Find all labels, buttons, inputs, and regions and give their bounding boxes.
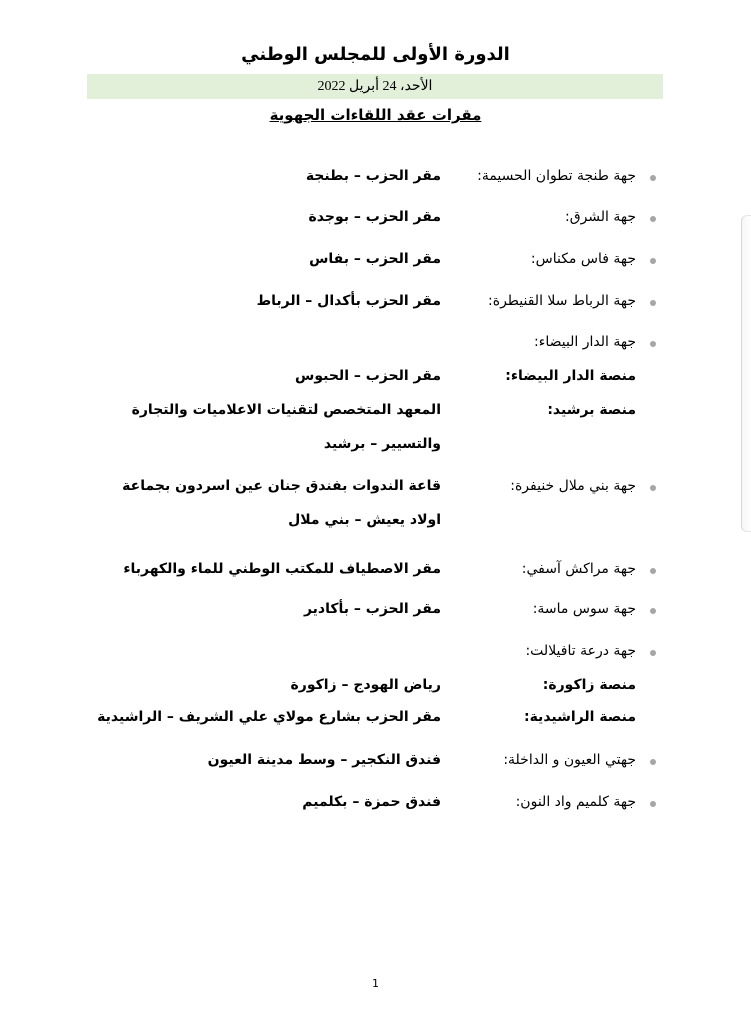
page-edge-shadow xyxy=(741,215,751,532)
region-name: جهة سوس ماسة: xyxy=(532,601,636,617)
bullet-icon xyxy=(650,801,656,807)
region-location: فندق حمزة – بكلميم xyxy=(302,794,441,810)
platform-location: رياض الهودج – زاكورة xyxy=(290,677,441,693)
region-location: مقر الاصطياف للمكتب الوطني للماء والكهرباء xyxy=(123,561,441,577)
section-subtitle xyxy=(0,106,751,124)
bullet-icon xyxy=(650,759,656,765)
region-location: قاعة الندوات بفندق جنان عين اسردون بجماعة اولاد يعيش – بني ملال xyxy=(122,478,441,528)
region-location: مقر الحزب – بأكادير xyxy=(303,601,441,617)
region-location: مقر الحزب – بفاس xyxy=(309,251,441,267)
page-number: 1 xyxy=(372,977,379,990)
bullet-icon xyxy=(650,650,656,656)
region-location: مقر الحزب – بوجدة xyxy=(308,209,441,225)
document-title: الدورة الأولى للمجلس الوطني xyxy=(241,44,510,65)
region-row xyxy=(0,251,751,277)
bullet-icon xyxy=(650,175,656,181)
region-location: مقر الحزب – بطنجة xyxy=(305,168,441,184)
region-row xyxy=(0,794,751,820)
region-row xyxy=(0,601,751,627)
region-location: فندق النكجير – وسط مدينة العيون xyxy=(207,752,441,768)
region-location: مقر الحزب بأكدال – الرباط xyxy=(256,293,441,309)
bullet-icon xyxy=(650,485,656,491)
platform-row xyxy=(0,368,751,394)
platform-row xyxy=(0,677,751,703)
region-name: جهة درعة تافيلالت: xyxy=(525,643,636,659)
platform-row xyxy=(0,402,751,452)
region-row xyxy=(0,168,751,194)
region-name: جهتي العيون و الداخلة: xyxy=(503,752,636,768)
platform-label: منصة الدار البيضاء: xyxy=(505,368,636,384)
platform-label: منصة زاكورة: xyxy=(542,677,636,693)
subtitle-text: مقرات عقد اللقاءات الجهوية xyxy=(269,106,482,124)
region-row xyxy=(0,334,751,360)
region-row xyxy=(0,643,751,669)
bullet-icon xyxy=(650,300,656,306)
region-name: جهة الرباط سلا القنيطرة: xyxy=(488,293,636,309)
region-row xyxy=(0,752,751,778)
bullet-icon xyxy=(650,341,656,347)
platform-row xyxy=(0,709,751,735)
bullet-icon xyxy=(650,258,656,264)
region-row xyxy=(0,209,751,235)
bullet-icon xyxy=(650,568,656,574)
region-name: جهة كلميم واد النون: xyxy=(515,794,636,810)
platform-location: المعهد المتخصص لتقنيات الاعلاميات والتجارة والتسيير – برشيد xyxy=(131,402,441,452)
bullet-icon xyxy=(650,608,656,614)
bullet-icon xyxy=(650,216,656,222)
platform-location: مقر الحزب – الحبوس xyxy=(295,368,441,384)
platform-label: منصة الراشيدية: xyxy=(523,709,636,725)
region-name: جهة مراكش آسفي: xyxy=(521,561,636,577)
region-name: جهة الدار البيضاء: xyxy=(534,334,636,350)
region-row xyxy=(0,478,751,528)
region-name: جهة فاس مكناس: xyxy=(530,251,636,267)
region-row xyxy=(0,293,751,319)
region-name: جهة طنجة تطوان الحسيمة: xyxy=(477,168,636,184)
region-name: جهة الشرق: xyxy=(564,209,636,225)
date-band: الأحد، 24 أبريل 2022 xyxy=(87,74,663,99)
platform-label: منصة برشيد: xyxy=(547,402,636,418)
region-name: جهة بني ملال خنيفرة: xyxy=(510,478,636,494)
platform-location: مقر الحزب بشارع مولاي علي الشريف – الراشيدية xyxy=(97,709,441,725)
region-row xyxy=(0,561,751,587)
